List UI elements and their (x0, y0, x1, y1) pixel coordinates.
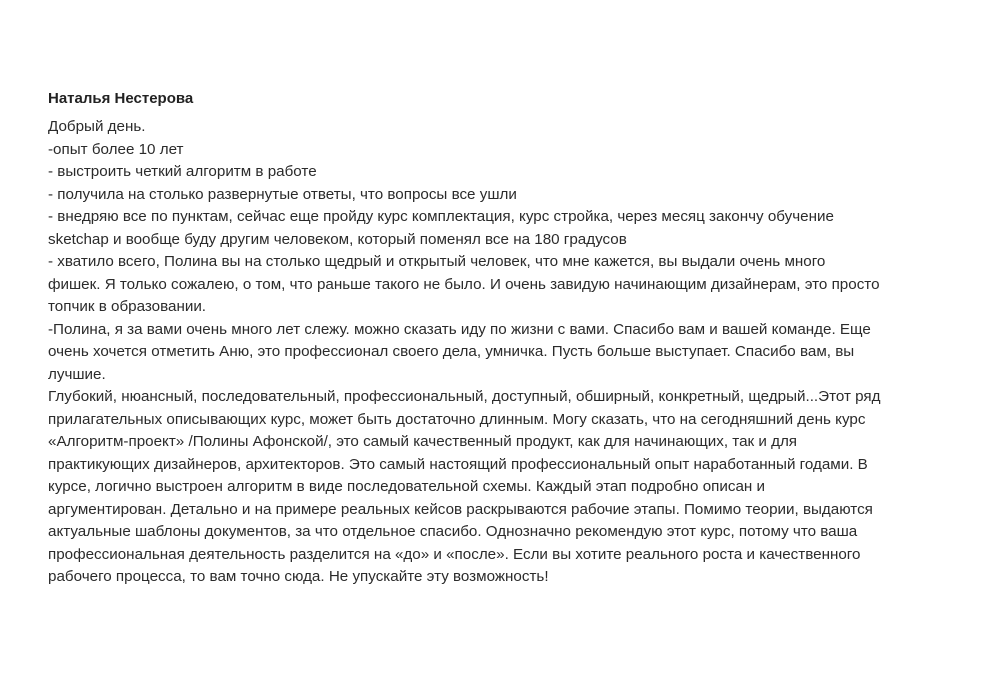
review-line: аргументирован. Детально и на примере реальных кейсов раскрываются рабочие этапы. Помимо теории, выдаются (48, 500, 873, 518)
review-line: sketchap и вообще буду другим человеком, который поменял все на 180 градусов (48, 230, 627, 248)
review-line: Глубокий, нюансный, последовательный, профессиональный, доступный, обширный, конкретный, щедрый...Этот ряд (48, 388, 881, 405)
review-line: рабочего процесса, то вам точно сюда. Не упускайте эту возможность! (48, 568, 549, 585)
review-line: прилагательных описывающих курс, может быть достаточно длинным. Могу сказать, что на сегодняшний день курс (48, 410, 866, 428)
review-line: практикующих дизайнеров, архитекторов. Это самый настоящий профессиональный опыт наработанный годами. В (48, 455, 868, 473)
review-author: Наталья Нестерова (48, 90, 194, 107)
review-line: - получила на столько развернутые ответы, что вопросы все ушли (48, 185, 517, 203)
review-card (48, 88, 963, 589)
review-line: профессиональная деятельность разделится на «до» и «после». Если вы хотите реального роста и качественного (48, 545, 861, 563)
review-line: - хватило всего, Полина вы на столько щедрый и открытый человек, что мне кажется, вы выдали очень много (48, 253, 826, 270)
review-line: актуальные шаблоны документов, за что отдельное спасибо. Однозначно рекомендую этот курс, потому что ваша (48, 523, 858, 540)
review-line: -опыт более 10 лет (48, 140, 184, 158)
review-line: фишек. Я только сожалею, о том, что раньше такого не было. И очень завидую начинающим дизайнерам, это просто (48, 275, 880, 293)
review-line: - выстроить четкий алгоритм в работе (48, 163, 317, 180)
review-line: - внедряю все по пунктам, сейчас еще пройду курс комплектация, курс стройка, через месяц закончу обучение (48, 208, 834, 225)
review-line: лучшие. (48, 365, 106, 383)
review-line: Добрый день. (48, 118, 146, 135)
review-line: очень хочется отметить Аню, это профессионал своего дела, умничка. Пусть больше выступает. Спасибо вам, вы (48, 343, 855, 360)
review-line: «Алгоритм-проект» /Полины Афонской/, это самый качественный продукт, как для начинающих, так и для (48, 433, 798, 450)
review-line: курсе, логично выстроен алгоритм в виде последовательной схемы. Каждый этап подробно описан и (48, 478, 765, 495)
review-line: -Полина, я за вами очень много лет слежу. можно сказать иду по жизни с вами. Спасибо вам и вашей команде. Еще (48, 320, 871, 338)
review-line: топчик в образовании. (48, 298, 207, 315)
review-text (48, 116, 963, 589)
